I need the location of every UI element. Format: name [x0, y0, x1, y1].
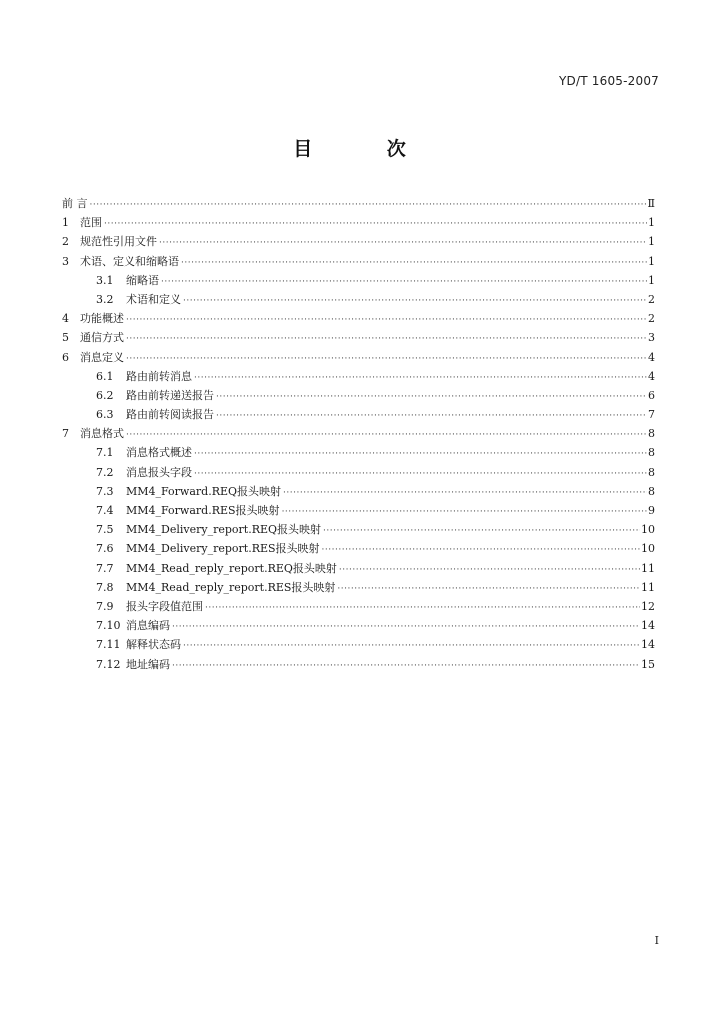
toc-entry-page: 1 — [648, 235, 655, 249]
page-number: I — [654, 934, 659, 947]
toc-entry-title: 缩略语 — [126, 273, 159, 287]
toc-entry-title: MM4_Delivery_report.REQ报头映射 — [126, 523, 322, 537]
toc-entry[interactable] — [62, 655, 655, 674]
toc-entry[interactable] — [62, 443, 655, 462]
toc-entry-number: 6.2 — [96, 388, 114, 402]
toc-entry[interactable] — [62, 520, 655, 539]
toc-entry-title: 地址编码 — [126, 657, 170, 671]
toc-entry-page: 7 — [648, 408, 655, 422]
toc-dot-leader — [194, 369, 647, 388]
toc-entry[interactable] — [62, 463, 655, 482]
toc-entry-title: MM4_Forward.REQ报头映射 — [126, 484, 282, 498]
toc-entry-title: 消息格式概述 — [126, 446, 192, 460]
toc-dot-leader — [322, 541, 640, 560]
toc-entry[interactable] — [62, 616, 655, 635]
toc-entry-number: 4 — [62, 312, 69, 326]
toc-dot-leader — [181, 254, 647, 273]
toc-dot-leader — [282, 503, 647, 522]
toc-entry-number: 7.10 — [96, 619, 121, 633]
page-title: 目 次 — [293, 138, 440, 160]
toc-entry-title: 路由前转阅读报告 — [126, 408, 214, 422]
toc-entry[interactable] — [62, 290, 655, 309]
toc-dot-leader — [283, 484, 647, 503]
toc-entry-page: 8 — [648, 446, 655, 460]
toc-entry-title: 消息格式 — [80, 427, 124, 441]
toc-entry[interactable] — [62, 252, 655, 271]
toc-entry-title: 消息编码 — [126, 619, 170, 633]
toc-entry-page: 1 — [648, 273, 655, 287]
toc-dot-leader — [172, 657, 640, 676]
toc-entry-page: 14 — [641, 638, 655, 652]
toc-entry[interactable] — [62, 328, 655, 347]
toc-dot-leader — [183, 637, 640, 656]
toc-dot-leader — [205, 599, 640, 618]
toc-entry[interactable] — [62, 578, 655, 597]
toc-entry-page: 14 — [641, 619, 655, 633]
toc-entry[interactable] — [62, 309, 655, 328]
toc-entry-title: 报头字段值范围 — [126, 599, 203, 613]
toc-entry-page: 9 — [648, 504, 655, 517]
toc-dot-leader — [339, 561, 640, 580]
toc-entry-number: 7 — [62, 427, 69, 441]
toc-dot-leader — [216, 388, 647, 407]
toc-entry[interactable] — [62, 348, 655, 367]
toc-dot-leader — [337, 580, 640, 599]
toc-entry-title: MM4_Delivery_report.RES报头映射 — [126, 542, 320, 556]
toc-entry-number: 7.9 — [96, 599, 114, 613]
toc-entry-page: 10 — [641, 542, 655, 556]
toc-entry-title: MM4_Read_reply_report.RES报头映射 — [126, 580, 336, 594]
toc-entry[interactable] — [62, 482, 655, 501]
toc-entry[interactable] — [62, 597, 655, 616]
toc-entry-title: 路由前转递送报告 — [126, 388, 214, 402]
toc-entry-number: 7.4 — [96, 504, 114, 517]
toc-entry-title: 路由前转消息 — [126, 369, 192, 383]
toc-entry-title: 消息报头字段 — [126, 465, 192, 479]
toc-entry[interactable] — [62, 271, 655, 290]
toc-entry-number: 7.8 — [96, 580, 114, 594]
toc-dot-leader — [216, 407, 647, 426]
toc-entry-number: 7.1 — [96, 446, 114, 460]
toc-entry-page: 6 — [648, 388, 655, 402]
toc-dot-leader — [323, 522, 640, 541]
toc-entry-number: 7.7 — [96, 561, 114, 575]
toc-dot-leader — [194, 445, 647, 464]
toc-entry-page: 4 — [648, 369, 655, 383]
toc-entry-page: 2 — [648, 312, 655, 326]
toc-entry-page: 8 — [648, 427, 655, 441]
toc-entry-title: MM4_Forward.RES报头映射 — [126, 504, 280, 517]
toc-entry-page: Ⅱ — [647, 197, 655, 210]
toc-entry-page: 15 — [641, 657, 655, 671]
toc-entry-page: 12 — [641, 599, 655, 613]
toc-dot-leader — [90, 196, 647, 215]
toc-entry[interactable] — [62, 424, 655, 443]
toc-entry-number: 7.12 — [96, 657, 121, 671]
toc-entry-number: 1 — [62, 216, 69, 230]
toc-entry-number: 3 — [62, 254, 69, 268]
toc-dot-leader — [161, 273, 647, 292]
toc-entry-title: 消息定义 — [80, 350, 124, 364]
toc-entry-title: MM4_Read_reply_report.REQ报头映射 — [126, 561, 337, 575]
toc-entry[interactable] — [62, 232, 655, 251]
toc-entry-page: 2 — [648, 292, 655, 306]
toc-entry-title: 术语和定义 — [126, 292, 181, 306]
toc-entry-page: 1 — [648, 254, 655, 268]
toc-entry-number: 6.3 — [96, 408, 114, 422]
toc-entry[interactable] — [62, 367, 655, 386]
toc-entry-page: 11 — [641, 561, 655, 575]
toc-entry-number: 3.2 — [96, 292, 114, 306]
toc-entry-page: 8 — [648, 484, 655, 498]
toc-entry-title: 功能概述 — [80, 312, 124, 326]
toc-entry-page: 4 — [648, 350, 655, 364]
toc-entry-number: 7.2 — [96, 465, 114, 479]
toc-entry-page: 3 — [648, 331, 655, 345]
toc-entry[interactable] — [62, 405, 655, 424]
toc-dot-leader — [126, 426, 647, 445]
toc-entry-title: 规范性引用文件 — [80, 235, 157, 249]
toc-entry-number: 3.1 — [96, 273, 114, 287]
toc-entry[interactable] — [62, 386, 655, 405]
toc-entry-title: 术语、定义和缩略语 — [80, 254, 179, 268]
toc-entry[interactable] — [62, 213, 655, 232]
toc-entry-number: 6 — [62, 350, 69, 364]
toc-entry-number: 6.1 — [96, 369, 114, 383]
toc-entry-number: 7.11 — [96, 638, 121, 652]
toc-dot-leader — [172, 618, 640, 637]
toc-dot-leader — [126, 311, 647, 330]
toc-entry-number: 7.5 — [96, 523, 114, 537]
table-of-contents — [62, 194, 655, 674]
toc-entry[interactable] — [62, 635, 655, 654]
toc-entry-page: 10 — [641, 523, 655, 537]
toc-entry[interactable] — [62, 501, 655, 520]
toc-entry[interactable] — [62, 539, 655, 558]
toc-dot-leader — [183, 292, 647, 311]
toc-dot-leader — [126, 350, 647, 369]
standard-code: YD/T 1605-2007 — [559, 74, 659, 88]
toc-entry-number: 7.6 — [96, 542, 114, 556]
toc-entry-title: 通信方式 — [80, 331, 124, 345]
toc-entry-page: 11 — [641, 580, 655, 594]
toc-entry[interactable] — [62, 194, 655, 213]
toc-dot-leader — [104, 215, 647, 234]
toc-entry-number: 2 — [62, 235, 69, 249]
toc-dot-leader — [159, 234, 647, 253]
toc-entry-number: 7.3 — [96, 484, 114, 498]
toc-entry-page: 1 — [648, 216, 655, 230]
toc-dot-leader — [126, 330, 647, 349]
toc-entry-title: 范围 — [80, 216, 102, 230]
toc-entry-title: 前 言 — [62, 197, 88, 210]
toc-entry-number: 5 — [62, 331, 69, 345]
toc-entry-title: 解释状态码 — [126, 638, 181, 652]
toc-entry-page: 8 — [648, 465, 655, 479]
toc-entry[interactable] — [62, 559, 655, 578]
